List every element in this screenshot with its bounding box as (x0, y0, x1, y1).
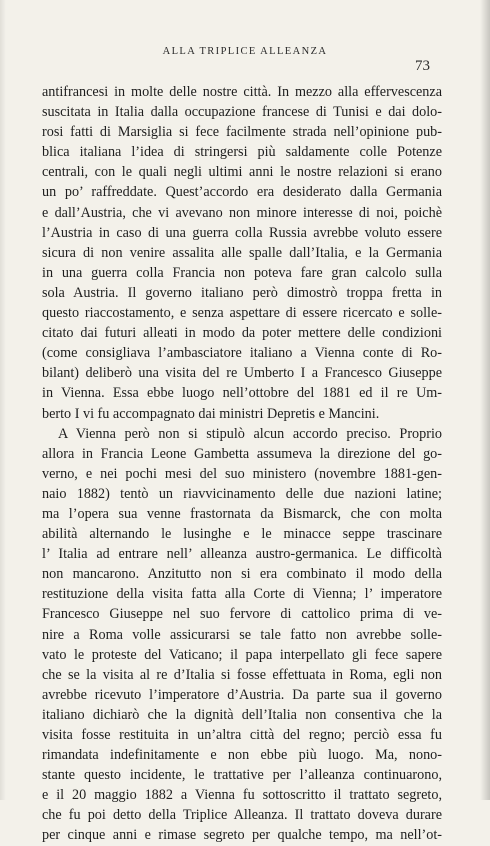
text-line: avrebbe ricevuto l’imperatore d’Austria. Da parte sua il governo (42, 686, 442, 703)
text-line: antifrancesi in molte delle nostre città. In mezzo alla effervescenza (42, 84, 442, 100)
page-number: 73 (415, 58, 430, 74)
running-title: ALLA TRIPLICE ALLEANZA (162, 46, 328, 57)
text-line: allora in Francia Leone Gambetta assumeva la direzione del go- (42, 445, 442, 462)
text-line: citato dai futuri alleati in modo da poter mettere delle condizioni (42, 325, 442, 342)
text-line: in Vienna. Essa ebbe luogo nell’ottobre del 1881 ed il re Um- (42, 385, 442, 402)
text-line: rosi fatti di Marsiglia si fece facilmente strada nell’opinione pub- (42, 124, 442, 141)
text-line: che fu poi detto della Triplice Alleanza. Il trattato doveva durare (42, 807, 442, 824)
paragraph-last-line: berto I vi fu accompagnato dai ministri Depretis e Mancini. (42, 405, 380, 422)
text-line: ma l’opera sua venne frastornata da Bismarck, che con molta (42, 505, 442, 522)
page-left-edge (0, 0, 6, 800)
text-line: e il 20 maggio 1882 a Vienna fu sottoscritto il trattato segreto, (42, 787, 442, 804)
text-line: bilant) deliberò una visita del re Umberto I a Francesco Giuseppe (42, 365, 442, 382)
paragraph-first-line: A Vienna però non si stipulò alcun accordo preciso. Proprio (58, 425, 442, 442)
text-line: restituzione della visita fatta alla Corte di Vienna; l’ imperatore (42, 586, 442, 603)
text-line: un po’ raffreddate. Quest’accordo era desiderato dalla Germania (42, 184, 442, 201)
text-line: sola Austria. Il governo italiano però dimostrò troppa fretta in (42, 284, 442, 301)
text-line: abilità alternando le lusinghe e le minacce seppe trascinare (42, 526, 442, 543)
text-line: l’ Italia ad entrare nell’ alleanza austro-germanica. Le difficoltà (42, 546, 442, 563)
text-line: (come consigliava l’ambasciatore italiano a Vienna conte di Ro- (42, 345, 442, 362)
text-line: Francesco Giuseppe nel suo fervore di cattolico prima di ve- (42, 606, 442, 623)
text-line: sicura di non venire assalita alle spalle dall’Italia, e la Germania (42, 244, 442, 261)
text-line: nire a Roma volle assicurarsi se tale fatto non avrebbe solle- (42, 626, 442, 643)
text-line: blica italiana l’idea di stringersi più saldamente colle Potenze (42, 144, 442, 161)
text-line: visita fosse restituita in un’altra città del regno; perciò essa fu (42, 727, 442, 743)
text-line: italiano dichiarò che la dignità dell’Italia non consentiva che la (42, 706, 442, 723)
running-head (0, 40, 490, 74)
text-line: questo riaccostamento, e senza aspettare di essere ricercato e solle- (42, 305, 442, 322)
text-line: suscitata in Italia dalla occupazione francese di Tunisi e dai dolo- (42, 104, 442, 121)
body-text (42, 82, 442, 846)
text-line: in una guerra colla Francia non poteva fare gran calcolo sulla (42, 264, 442, 281)
page-edge-shadow (480, 0, 490, 800)
text-line: verno, e nei pochi mesi del suo ministero (novembre 1881-gen- (42, 465, 442, 482)
text-line: e dall’Austria, che vi avevano non minore interesse di noi, poichè (42, 204, 442, 221)
text-line: l’Austria in caso di una guerra colla Russia avrebbe voluto essere (42, 224, 442, 241)
text-line: centrali, con le quali negli ultimi anni le nostre relazioni si erano (42, 164, 442, 181)
text-line: stante questo incidente, le trattative per l’alleanza continuarono, (42, 767, 442, 784)
text-line: naio 1882) tentò un riavvicinamento delle due nazioni latine; (42, 485, 442, 502)
text-line: che se la visita al re d’Italia si fosse effettuata in Roma, egli non (42, 666, 442, 683)
text-line: rimandata indefinitamente e non ebbe più luogo. Ma, nono- (42, 747, 442, 764)
text-line: vato le proteste del Vaticano; il papa interpellato gli fece sapere (42, 646, 442, 663)
text-line: per cinque anni e rimase segreto per qualche tempo, ma nell’ot- (42, 827, 442, 844)
text-line: non mancarono. Anzitutto non si era combinato il modo della (42, 566, 442, 583)
